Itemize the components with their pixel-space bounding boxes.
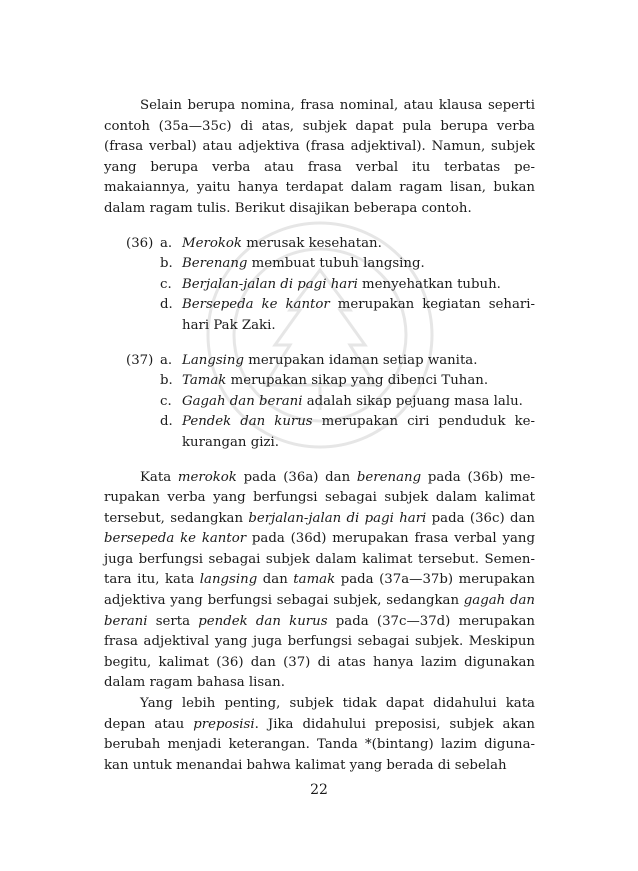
italic-term: merokok — [177, 469, 237, 485]
example-number: (37) — [126, 352, 154, 368]
italic-term: Berenang — [182, 256, 248, 272]
item-rest: membuat tubuh langsing. — [247, 256, 425, 272]
example-item — [104, 234, 535, 255]
example-item — [104, 275, 535, 296]
item-rest: menyehatkan tubuh. — [357, 276, 501, 292]
item-text — [182, 371, 535, 392]
item-rest: adalah sikap pejuang masa lalu. — [302, 393, 523, 409]
item-letter: c. — [160, 393, 172, 409]
paragraph-intro: Selain berupa nomina, frasa nominal, atau klausa seperti contoh (35a—35c) di atas, subjek dapat pula berupa verba (frasa verbal) atau adjektiva (frasa adjektival). Namun, subjek yang berupa verba atau frasa verbal itu terbatas pe-makaiannya, yaitu hanya terdapat dalam ragam lisan, bukan dalam ragam tulis. Berikut disajikan beberapa contoh. — [104, 98, 535, 216]
example-item — [104, 351, 535, 372]
example-item — [104, 295, 535, 336]
item-rest: merupakan sikap yang dibenci Tuhan. — [226, 373, 489, 389]
italic-term: langsing — [199, 572, 258, 588]
item-letter: d. — [160, 297, 173, 313]
item-letter: c. — [160, 276, 172, 292]
example-item — [104, 412, 535, 453]
italic-term: tamak — [293, 572, 336, 588]
item-text — [182, 254, 535, 275]
item-rest: merupakan ciri penduduk ke-kurangan gizi. — [182, 414, 535, 450]
italic-term: Pendek dan kurus — [182, 414, 313, 430]
example-37 — [104, 351, 535, 454]
italic-term: preposisi — [193, 716, 255, 732]
item-text — [182, 275, 535, 296]
example-item — [104, 371, 535, 392]
item-rest: merupakan idaman setiap wanita. — [244, 352, 478, 368]
item-letter: a. — [160, 352, 173, 368]
example-item — [104, 392, 535, 413]
item-text — [182, 295, 535, 336]
item-letter: a. — [160, 235, 173, 251]
item-letter: b. — [160, 373, 173, 389]
page-number: 22 — [310, 782, 328, 798]
italic-term: Gagah dan berani — [182, 393, 303, 409]
item-rest: merusak kesehatan. — [241, 235, 382, 251]
page-body — [104, 96, 535, 776]
item-text — [182, 412, 535, 453]
italic-term: berenang — [356, 469, 422, 485]
example-number: (36) — [126, 235, 154, 251]
italic-term: bersepeda ke kantor — [104, 531, 247, 547]
italic-term: berjalan-jalan di pagi hari — [248, 510, 427, 526]
item-letter: b. — [160, 256, 173, 272]
italic-term: Bersepeda ke kantor — [182, 297, 330, 313]
item-text — [182, 234, 535, 255]
paragraph-preposition: Yang lebih penting, subjek tidak dapat didahului kata depan atau preposisi. Jika didahului preposisi, subjek akan berubah menjadi keterangan. Tanda *(bintang) lazim diguna-kan untuk menandai bahwa kalimat yang berada di sebelah — [104, 696, 535, 773]
item-letter: d. — [160, 414, 173, 430]
italic-term: Tamak — [182, 373, 227, 389]
italic-term: gagah dan berani — [104, 593, 535, 629]
item-rest: merupakan kegiatan sehari-hari Pak Zaki. — [182, 297, 535, 333]
example-36 — [104, 234, 535, 337]
italic-term: Merokok — [182, 235, 242, 251]
item-text — [182, 351, 535, 372]
paragraph-discussion: Kata merokok pada (36a) dan berenang pada (36b) me-rupakan verba yang berfungsi sebagai subjek dalam kalimat tersebut, sedangkan berjalan-jalan di pagi hari pada (36c) dan bersepeda ke kantor pada (36d) merupakan frasa verbal yang juga berfungsi sebagai subjek dalam kalimat tersebut. Semen-tara itu, kata langsing dan tamak pada (37a—37b) merupakan adjektiva yang berfungsi sebagai subjek, sedangkan gagah dan berani serta pendek dan kurus pada (37c—37d) merupakan frasa adjektival yang juga berfungsi sebagai subjek. Meskipun begitu, kalimat (36) dan (37) di atas hanya lazim digunakan dalam ragam bahasa lisan. — [104, 469, 535, 691]
item-text — [182, 392, 535, 413]
italic-term: pendek dan kurus — [198, 613, 328, 629]
italic-term: Berjalan-jalan di pagi hari — [182, 276, 358, 292]
example-item — [104, 254, 535, 275]
italic-term: Langsing — [182, 352, 244, 368]
